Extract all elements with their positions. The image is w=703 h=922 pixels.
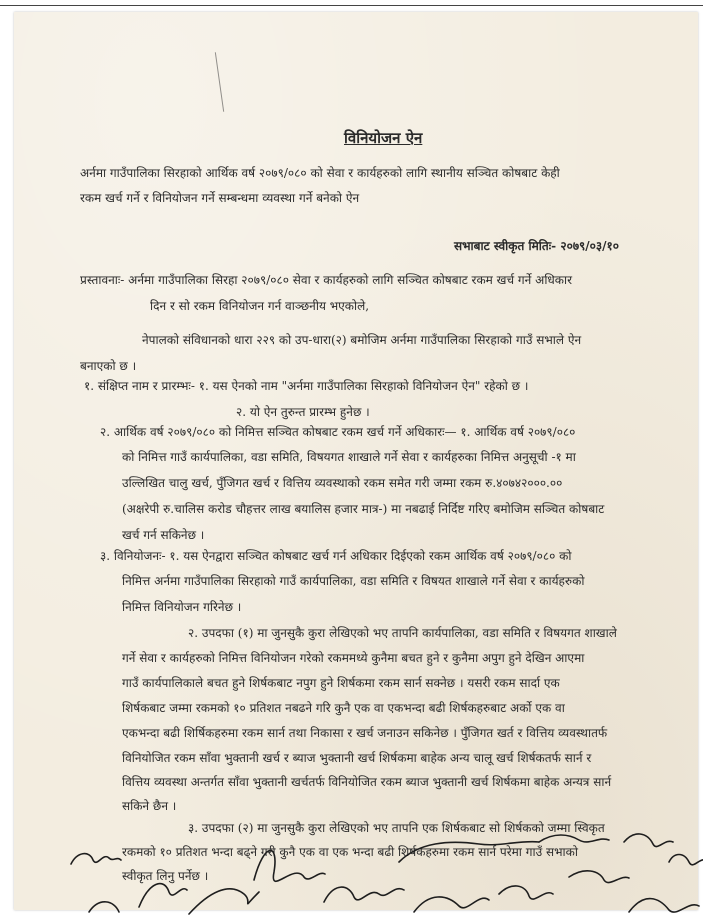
signature-3 (189, 889, 259, 914)
section-3-line-6: गाउँ कार्यपालिकाले बचत हुने शिर्षकबाट नपुग हुने शिर्षकमा रकम सार्न सक्नेछ । यसरी रकम सार्दा एक (122, 676, 560, 690)
signature-14 (89, 902, 119, 912)
section-3-line-8: एकभन्दा बढी शिर्षिकहरुमा रकम सार्न तथा निकासा र खर्च जनाउन सकिनेछ । पुँजिगत खर्त र वित्तिय व्यवस्थातर्फ (122, 726, 608, 740)
signature-8 (499, 886, 553, 899)
signature-12 (669, 855, 703, 865)
section-3-line-9: विनियोजित रकम साँवा भुक्तानी खर्च र ब्याज भुक्तानी खर्च शिर्षकमा बाहेक अन्य चालू खर्च शिर्षकतर्फ सार्न र (122, 751, 592, 765)
enactment-line-2: बनाएको छ । (80, 359, 137, 373)
section-2-line-2: को निमित्त गाउँ कार्यपालिका, वडा समिति, विषयगत शाखाले गर्ने सेवा र कार्यहरुका निमित्त अनुसूची -१ मा (122, 450, 576, 464)
signature-2 (139, 884, 187, 907)
preamble-line-2: दिन र सो रकम विनियोजन गर्न वाञ्छनीय भएकोले, (150, 299, 370, 313)
section-3-line-14: स्वीकृत लिनु पर्नेछ । (122, 869, 209, 883)
signature-10 (569, 871, 629, 883)
section-3-line-11: सकिने छैन । (122, 799, 177, 813)
section-3-line-5: गर्ने सेवा र कार्यहरुको निमित्त विनियोजन गरेको रकममध्ये कुनैमा बचत हुने र कुनैमा अपुग हुने देखिन आएमा (122, 651, 585, 665)
intro-line-1: अर्नमा गाउँपालिका सिरहाको आर्थिक वर्ष २०७९/०८० को सेवा र कार्यहरुको लागि स्थानीय सञ्चित कोषबाट केही (80, 166, 560, 180)
signature-4 (254, 850, 325, 881)
preamble-line-1: प्रस्तावनाः- अर्नमा गाउँपालिका सिरहा २०७९/०८० सेवा र कार्यहरुको लागि सञ्चित कोषबाट रकम खर्च गर्ने अधिकार (80, 273, 573, 287)
section-3-line-1: ३. विनियोजनः- १. यस ऐनद्वारा सञ्चित कोषबाट खर्च गर्न अधिकार दिईएको रकम आर्थिक वर्ष २०७९/०८० को (100, 549, 572, 563)
signature-6 (399, 842, 539, 862)
document-title: विनियोजन ऐन (344, 129, 423, 147)
section-2-line-3: उल्लिखित चालु खर्च, पुँजिगत खर्च र वित्तिय व्यवस्थाको रकम समेत गरी जम्मा रकम रु.४०७४२०००.०० (122, 476, 563, 490)
signature-5 (324, 887, 404, 902)
section-2-line-1: २. आर्थिक वर्ष २०७९/०८० को निमित्त सञ्चित कोषबाट रकम खर्च गर्ने अधिकारः— १. आर्थिक वर्ष २०७९/०८० (100, 425, 576, 439)
enactment-line-1: नेपालको संविधानको धारा २२९ को उप-धारा(२) बमोजिम अर्नमा गाउँपालिका सिरहाको गाउँ सभाले ऐन (142, 333, 582, 347)
section-3-line-3: निमित्त विनियोजन गरिनेछ । (122, 600, 242, 614)
signature-1 (71, 854, 121, 864)
section-3-line-13: रकमको १० प्रतिशत भन्दा बढ्ने गरी कुनै एक वा एक भन्दा बढी शिर्षकहरुमा रकम सार्न परेमा गाउँ सभाको (122, 845, 578, 859)
section-2-line-5: खर्च गर्न सकिनेछ । (122, 528, 205, 542)
section-1-line-1: १. संक्षिप्त नाम र प्रारम्भः- १. यस ऐनको नाम "अर्नमा गाउँपालिका सिरहाको विनियोजन ऐन" रहेको छ । (84, 379, 529, 393)
document-page (14, 12, 698, 910)
scan-edge-line (0, 5, 703, 6)
section-3-line-4: २. उपदफा (१) मा जुनसुकै कुरा लेखिएको भए तापनि कार्यपालिका, वडा समिति र विषयगत शाखाले (188, 626, 617, 640)
section-3-line-2: निमित्त अर्नमा गाउँपालिका सिरहाको गाउँ कार्यपालिका, वडा समिति र विषयत शाखाले गर्ने सेवा र कार्यहरुको (122, 574, 585, 588)
intro-line-2: रकम खर्च गर्ने र विनियोजन गर्ने सम्बन्धमा व्यवस्था गर्ने बनेको ऐन (80, 191, 360, 205)
signature-11 (624, 834, 673, 847)
signature-13 (629, 899, 699, 912)
section-3-line-10: वित्तिय व्यवस्था अन्तर्गत साँवा भुक्तानी खर्चतर्फ विनियोजित रकम ब्याज भुक्तानी खर्च शिर्षकमा बाहेक अन्यत्र सार्न (122, 775, 612, 789)
section-3-line-7: शिर्षकबाट जम्मा रकमको १० प्रतिशत नबढने गरि कुनै एक वा एकभन्दा बढी शिर्षकहरुबाट अर्को एक वा (122, 701, 565, 715)
signature-9 (539, 835, 609, 842)
signatures-area (69, 822, 703, 922)
section-2-line-4: (अक्षरेपी रु.चालिस करोड चौहत्तर लाख बयालिस हजार मात्र-) मा नबढाई निर्दिष्ट गरिए बमोजिम सञ्चित कोषबाट (122, 502, 605, 516)
section-1-line-2: २. यो ऐन तुरुन्त प्रारम्भ हुनेछ । (236, 405, 370, 419)
paper-crease (215, 52, 224, 112)
approval-date: सभाबाट स्वीकृत मितिः- २०७९/०३/१० (454, 239, 620, 253)
section-3-line-12: ३. उपदफा (२) मा जुनसुकै कुरा लेखिएको भए तापनि एक शिर्षकबाट सो शिर्षकको जम्मा स्विकृत (188, 821, 605, 835)
